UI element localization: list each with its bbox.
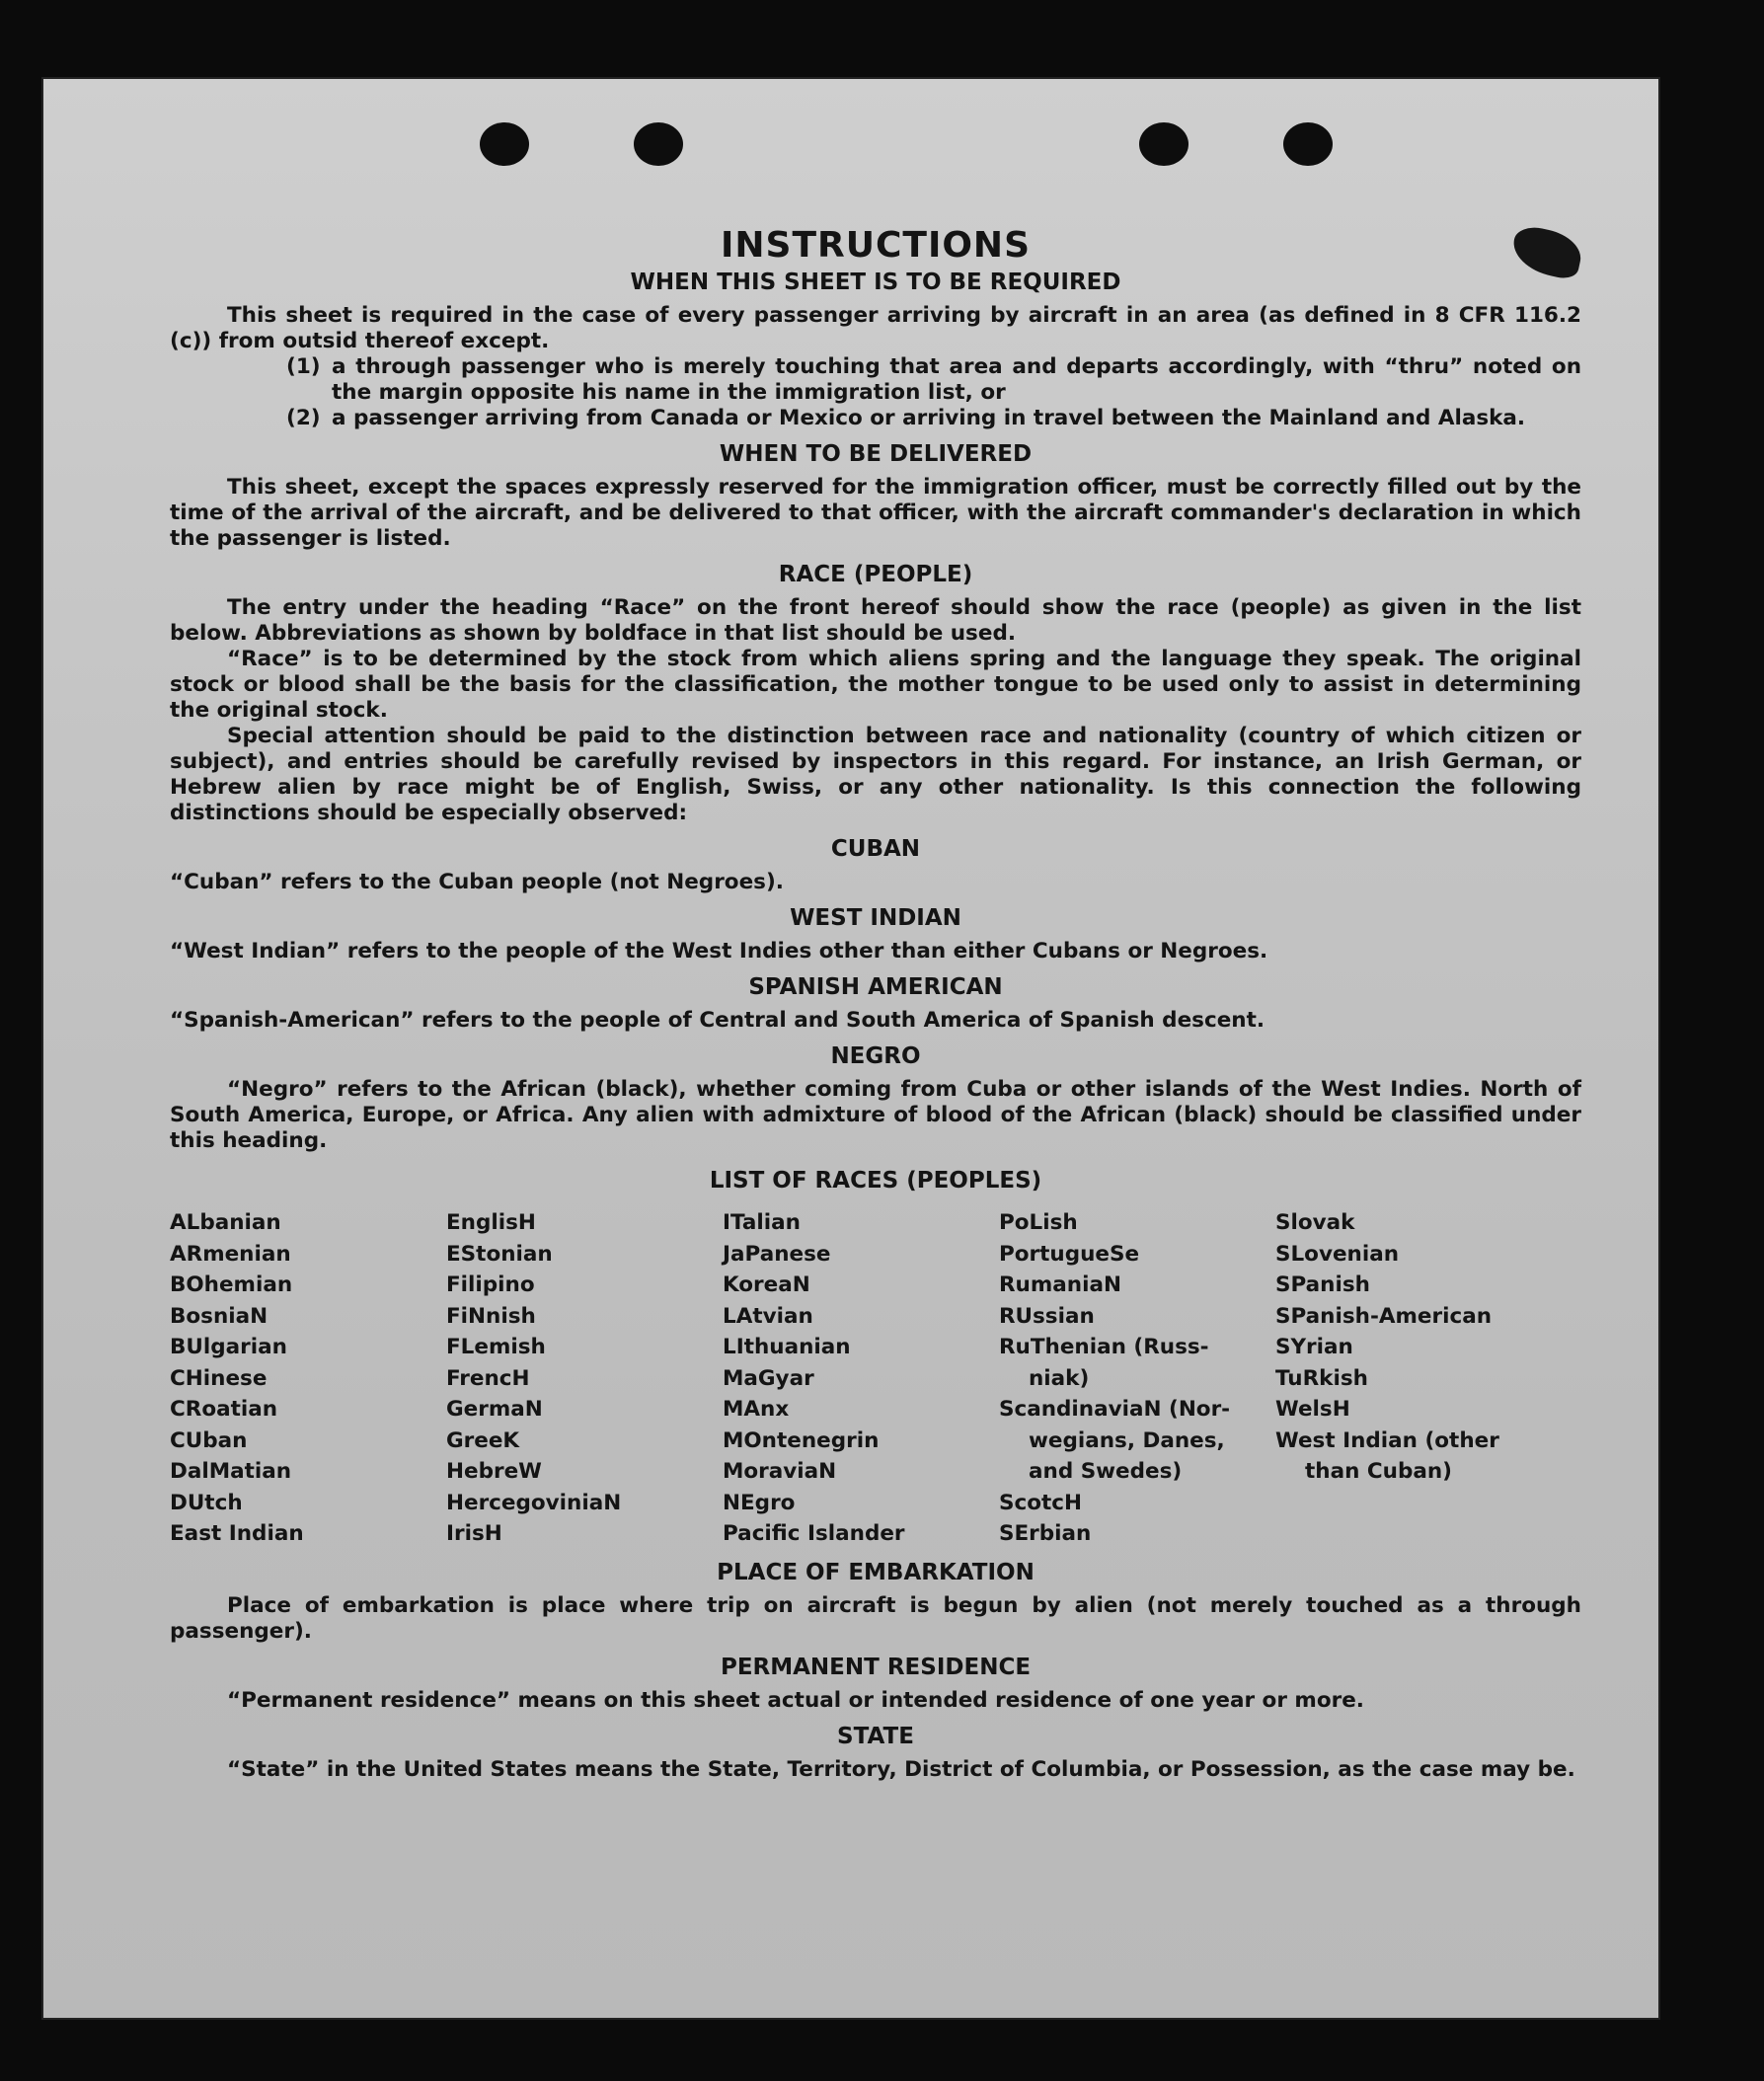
race-entry: PortugueSe	[999, 1241, 1140, 1267]
race-entry: CUban	[170, 1427, 248, 1453]
race-entry: SPanish-American	[1275, 1303, 1493, 1329]
heading-when-required: WHEN THIS SHEET IS TO BE REQUIRED	[630, 270, 1121, 295]
races-column-5	[1275, 1207, 1552, 1550]
race-entry: Filipino	[446, 1272, 535, 1297]
race-entry: MOntenegrin	[723, 1427, 880, 1453]
race-entry: GermaN	[446, 1397, 543, 1422]
paragraph-cuban: “Cuban” refers to the Cuban people (not Negroes).	[170, 870, 784, 894]
race-entry: SPanish	[1275, 1272, 1370, 1297]
race-entry: SYrian	[1275, 1335, 1353, 1359]
paragraph-race-3: Special attention should be paid to the distinction between race and nationality (country of which citizen or subject), and entries should be carefully revised by inspectors in this regard. For instance, an Irish German, or Hebrew alien by race might be of English, Swiss, or any other nationality. Is this connection the following distinctions should be especially observed:	[170, 724, 1581, 825]
paragraph-when-required: This sheet is required in the case of every passenger arriving by aircraft in an area (as defined in 8 CFR 116.2 (c)) from outsid thereof except.	[170, 303, 1581, 353]
race-entry: DUtch	[170, 1490, 243, 1515]
paragraph-west-indian: “West Indian” refers to the people of the West Indies other than either Cubans or Negroes.	[170, 939, 1268, 963]
race-entry: RUssian	[999, 1303, 1095, 1329]
race-entry: wegians, Danes,	[1029, 1427, 1225, 1453]
races-column-4	[999, 1207, 1275, 1550]
race-entry: TuRkish	[1275, 1365, 1368, 1391]
punch-hole-3	[1139, 122, 1189, 166]
race-entry: IrisH	[446, 1521, 502, 1546]
exception-number: (1)	[286, 354, 321, 379]
race-entry: MAnx	[723, 1397, 790, 1422]
race-entry: RuThenian (Russ-	[999, 1335, 1209, 1359]
race-entry: SLovenian	[1275, 1241, 1400, 1267]
heading-place-of-embarkation: PLACE OF EMBARKATION	[717, 1559, 1035, 1585]
race-entry: BOhemian	[170, 1272, 293, 1297]
race-entry: West Indian (other	[1275, 1427, 1499, 1453]
race-entry: DalMatian	[170, 1459, 292, 1484]
race-entry: PoLish	[999, 1210, 1078, 1235]
heading-west-indian: WEST INDIAN	[790, 905, 961, 931]
paragraph-spanish-american: “Spanish-American” refers to the people of Central and South America of Spanish descent.	[170, 1008, 1265, 1033]
exception-text: a passenger arriving from Canada or Mexico or arriving in travel between the Mainland and Alaska.	[332, 406, 1526, 430]
heading-state: STATE	[837, 1723, 914, 1749]
race-entry: MoraviaN	[723, 1459, 837, 1484]
exception-item	[170, 406, 1581, 431]
race-entry: than Cuban)	[1305, 1459, 1452, 1484]
race-entry: ScotcH	[999, 1490, 1083, 1515]
heading-negro: NEGRO	[830, 1043, 921, 1069]
races-column-3	[723, 1207, 999, 1550]
race-entry: HebreW	[446, 1459, 542, 1484]
race-entry: WelsH	[1275, 1397, 1350, 1422]
race-entry: LAtvian	[723, 1303, 813, 1329]
race-entry: ALbanian	[170, 1210, 281, 1235]
race-entry: FrencH	[446, 1365, 530, 1391]
exception-number: (2)	[286, 406, 321, 430]
race-entry: FLemish	[446, 1335, 546, 1359]
race-entry: HercegoviniaN	[446, 1490, 622, 1515]
races-column-1	[170, 1207, 446, 1550]
races-list	[170, 1207, 1581, 1550]
race-entry: Pacific Islander	[723, 1521, 905, 1546]
race-entry: MaGyar	[723, 1365, 814, 1391]
race-entry: NEgro	[723, 1490, 796, 1515]
race-entry: East Indian	[170, 1521, 304, 1546]
punch-hole-2	[634, 122, 683, 166]
race-entry: niak)	[1029, 1365, 1090, 1391]
paragraph-negro: “Negro” refers to the African (black), whether coming from Cuba or other islands of the West Indies. North of South America, Europe, or Africa. Any alien with admixture of blood of the African (black) should be classified under this heading.	[170, 1077, 1581, 1153]
race-entry: BosniaN	[170, 1303, 268, 1329]
paragraph-race-1: The entry under the heading “Race” on the front hereof should show the race (people) as given in the list below. Abbreviations as shown by boldface in that list should be used.	[170, 595, 1581, 646]
exception-text: a through passenger who is merely touching that area and departs accordingly, with “thru” noted on the margin opposite his name in the immigration list, or	[332, 354, 1581, 405]
race-entry: ITalian	[723, 1210, 801, 1235]
heading-when-delivered: WHEN TO BE DELIVERED	[719, 441, 1033, 467]
race-entry: BUlgarian	[170, 1335, 287, 1359]
race-entry: and Swedes)	[1029, 1459, 1183, 1484]
race-entry: LIthuanian	[723, 1335, 851, 1359]
race-entry: ScandinaviaN (Nor-	[999, 1397, 1231, 1422]
race-entry: Slovak	[1275, 1210, 1355, 1235]
race-entry: EnglisH	[446, 1210, 536, 1235]
heading-permanent-residence: PERMANENT RESIDENCE	[720, 1654, 1032, 1680]
punch-hole-4	[1283, 122, 1333, 166]
paragraph-place-of-embarkation: Place of embarkation is place where trip on aircraft is begun by alien (not merely touched as a through passenger).	[170, 1592, 1581, 1644]
race-entry: ARmenian	[170, 1241, 291, 1267]
heading-spanish-american: SPANISH AMERICAN	[748, 974, 1003, 1000]
heading-cuban: CUBAN	[830, 836, 921, 862]
race-entry: CHinese	[170, 1365, 268, 1391]
heading-race: RACE (PEOPLE)	[778, 562, 973, 587]
heading-list-of-races: LIST OF RACES (PEOPLES)	[709, 1168, 1042, 1194]
paragraph-when-delivered: This sheet, except the spaces expressly reserved for the immigration officer, must be correctly filled out by the time of the arrival of the aircraft, and be delivered to that officer, with the aircraft commander's declaration in which the passenger is listed.	[170, 475, 1581, 551]
paragraph-state: “State” in the United States means the State, Territory, District of Columbia, or Possession, as the case may be.	[227, 1756, 1575, 1782]
race-entry: SErbian	[999, 1521, 1092, 1546]
exception-item	[170, 354, 1581, 406]
punch-hole-1	[480, 122, 529, 166]
paragraph-permanent-residence: “Permanent residence” means on this sheet actual or intended residence of one year or more.	[227, 1687, 1364, 1713]
races-column-2	[446, 1207, 723, 1550]
race-entry: GreeK	[446, 1427, 520, 1453]
page-title: INSTRUCTIONS	[721, 225, 1031, 266]
race-entry: RumaniaN	[999, 1272, 1121, 1297]
race-entry: CRoatian	[170, 1397, 278, 1422]
race-entry: JaPanese	[723, 1241, 831, 1267]
race-entry: KoreaN	[723, 1272, 810, 1297]
document-sheet	[41, 77, 1660, 2020]
race-entry: FiNnish	[446, 1303, 536, 1329]
race-entry: EStonian	[446, 1241, 553, 1267]
instructions-content	[170, 225, 1581, 1783]
paragraph-race-2: “Race” is to be determined by the stock from which aliens spring and the language they speak. The original stock or blood shall be the basis for the classification, the mother tongue to be used only to assist in determining the original stock.	[170, 647, 1581, 723]
